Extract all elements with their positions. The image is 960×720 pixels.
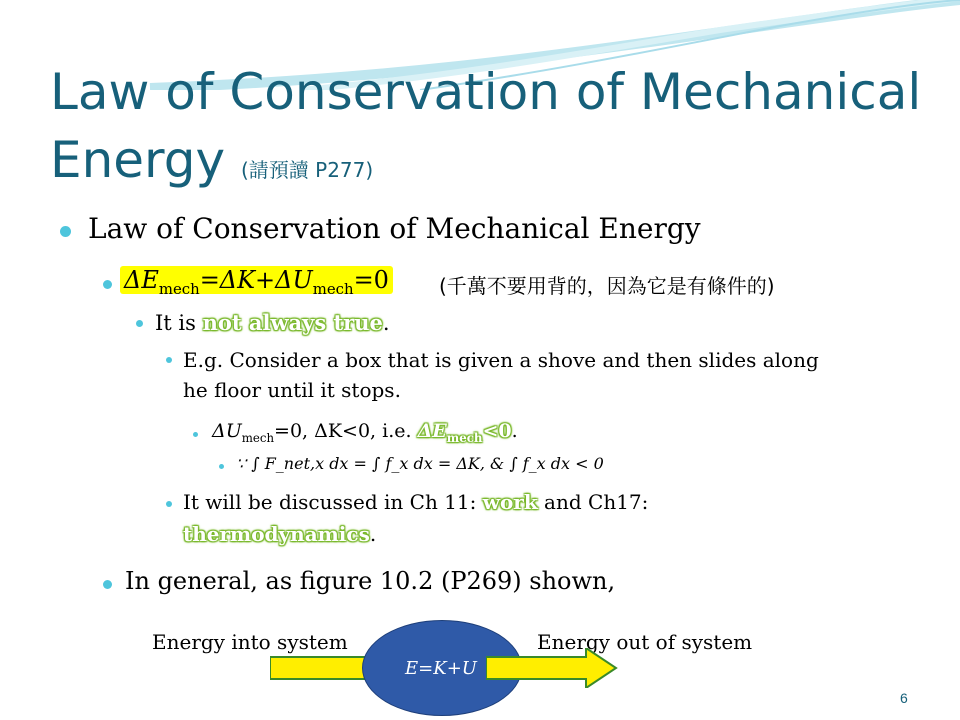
emphasis-work: work [482,490,538,514]
bullet-law: Law of Conservation of Mechanical Energy [88,212,701,245]
emphasis-sub: mech [446,430,483,445]
emphasis-thermodynamics: thermodynamics [183,522,370,546]
text-suffix: . [511,420,518,442]
text-prefix: ΔU [212,420,242,442]
emphasis-text [417,420,512,445]
bullet-not-always-true [155,310,390,335]
eq-sub: mech [158,279,200,298]
diagram-label-in: Energy into system [152,630,348,654]
bullet-dot [219,464,224,469]
arrow-out-of-system-icon [486,648,618,688]
slide-title-text: Law of Conservation of Mechanical Energy [50,63,922,189]
emphasis-end: <0 [482,420,512,442]
bullet-example-line1: E.g. Consider a box that is given a shove and then slides along [183,348,819,372]
text-sub: mech [241,430,275,445]
text-suffix: . [382,311,390,335]
bullet-dot [166,501,172,507]
emphasis-part: ΔE [417,420,447,442]
integral-formula: ∵ ∫ F_net,x dx = ∫ f_x dx = ΔK, & ∫ f_x dx < 0 [236,454,604,473]
text-prefix: It will be discussed in Ch 11: [183,490,483,514]
bullet-in-general: In general, as figure 10.2 (P269) shown, [125,567,616,595]
bullet-discussed-line2 [183,522,376,546]
slide-title [50,58,930,204]
eq-part: =ΔK+ΔU [199,266,313,294]
equation-highlighted [120,266,393,298]
text-prefix: It is [155,311,203,335]
bullet-dot [166,357,172,363]
bullet-discussed [183,490,648,514]
page-number: 6 [900,690,908,706]
eq-sub: mech [312,279,354,298]
eq-part: =0 [353,266,389,294]
diagram-label-out: Energy out of system [537,630,753,654]
system-label: E=K+U [405,658,477,679]
bullet-energy-change [212,420,518,445]
emphasis-text: not always true [202,310,383,335]
eq-part: ΔE [124,266,159,294]
equation-box [120,266,393,298]
text-suffix: . [369,522,377,546]
bullet-dot [193,432,198,437]
text-middle: and Ch17: [537,490,649,514]
bullet-example-line2: he floor until it stops. [183,378,401,402]
text-middle: =0, ΔK<0, i.e. [274,420,418,442]
bullet-dot [103,580,112,589]
bullet-dot [136,320,143,327]
bullet-dot [60,226,71,237]
slide-title-note: (請預讀 P277) [240,158,374,182]
bullet-dot [103,280,112,289]
bullet-note-chinese: (千萬不要用背的，因為它是有條件的) [439,274,775,298]
